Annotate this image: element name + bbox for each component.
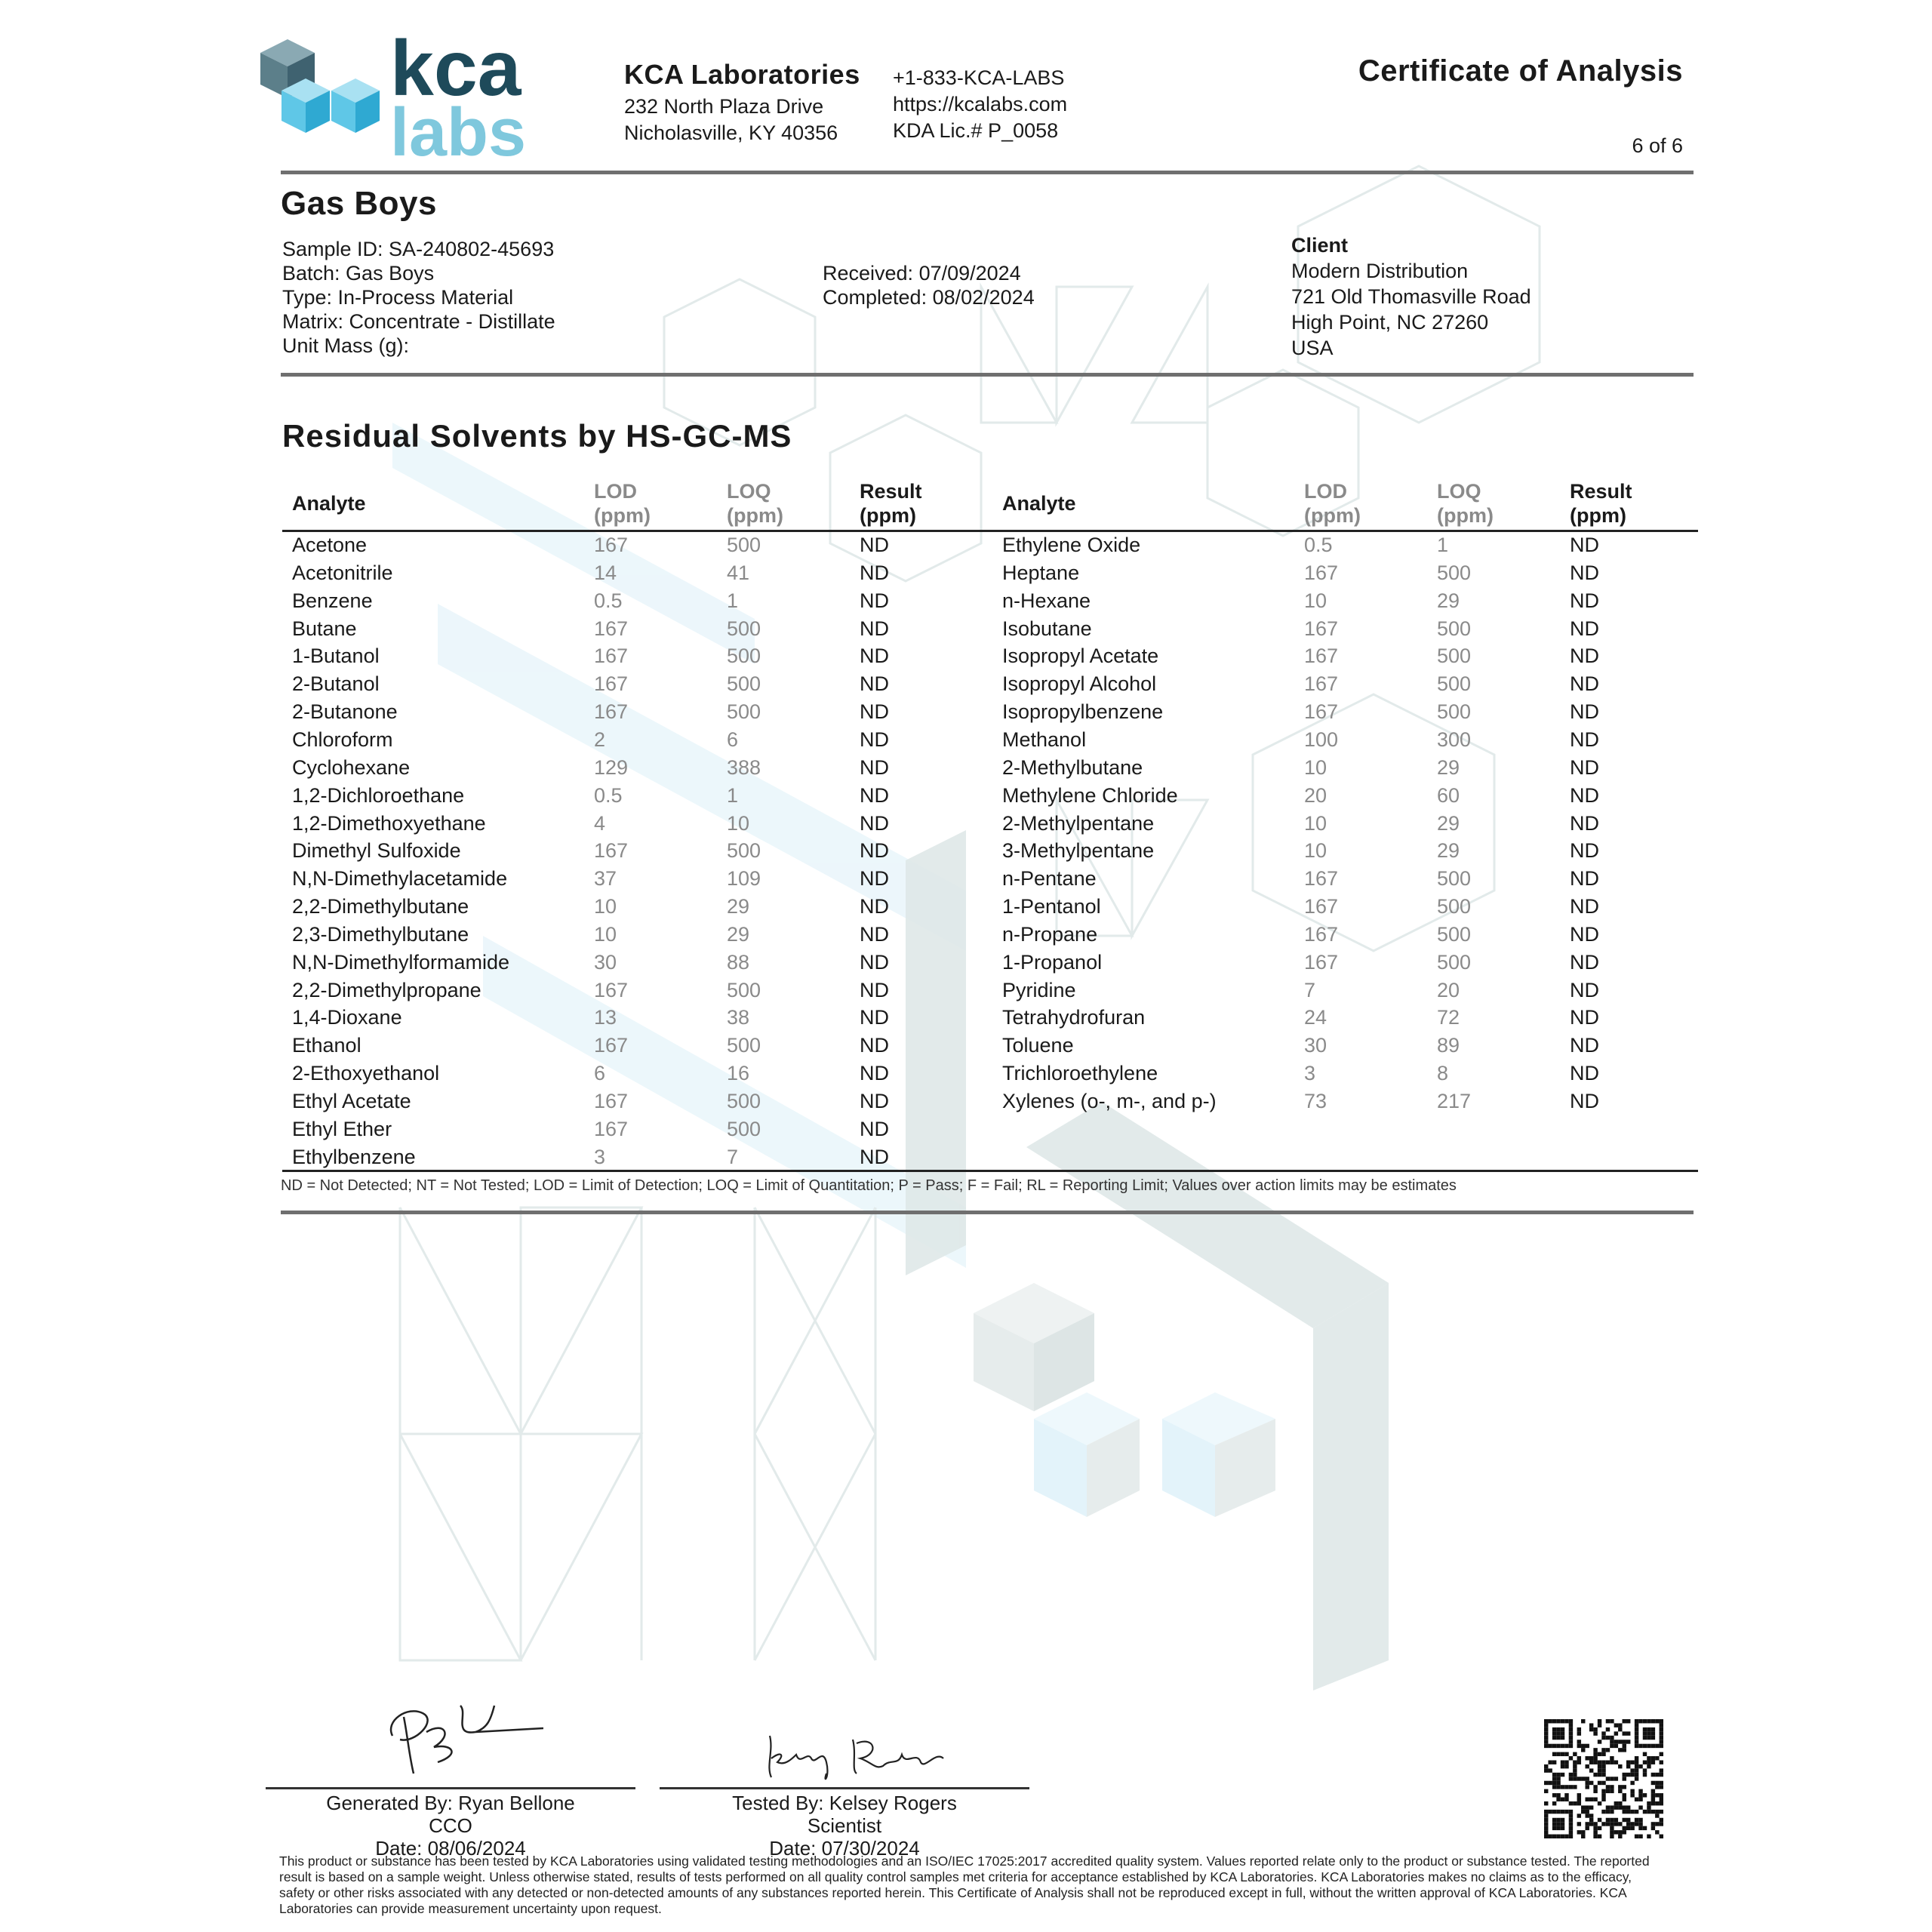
result-value: ND — [860, 589, 889, 612]
sample-divider — [281, 373, 1694, 377]
loq-value: 500 — [1437, 672, 1472, 695]
analyte-name: Ethylene Oxide — [1002, 534, 1141, 556]
analyte-name: Ethyl Ether — [292, 1118, 392, 1140]
loq-value: 88 — [727, 951, 750, 974]
legal-disclaimer: This product or substance has been tested by KCA Laboratories using validated testing methodologies and an ISO/IEC 17025:2017 accredited quality system. Values reported relate only to the product or substance tested. The reported result is based on a sample weight. Unless otherwise stated, results of tests performed on all quality control samples met criteria for acceptance established by KCA Laboratories. KCA Laboratories makes no claims as to the efficacy, safety or other risks associated with any detected or non-detected amounts of any substances reported herein. This Certificate of Analysis shall not be reproduced except in full, without the written approval of KCA Laboratories. KCA Laboratories can provide measurement uncertainty upon request. — [279, 1854, 1650, 1916]
result-value: ND — [1570, 1006, 1599, 1029]
result-value: ND — [1570, 728, 1599, 751]
result-value: ND — [860, 784, 889, 807]
analyte-name: 1,4-Dioxane — [292, 1006, 402, 1029]
loq-value: 20 — [1437, 979, 1460, 1001]
analyte-name: 2,2-Dimethylpropane — [292, 979, 481, 1001]
loq-value: 500 — [727, 979, 761, 1001]
loq-value: 500 — [1437, 561, 1472, 584]
cubes-logo-icon — [260, 39, 380, 133]
loq-value: 29 — [1437, 839, 1460, 862]
analyte-name: 2,3-Dimethylbutane — [292, 923, 469, 946]
result-value: ND — [860, 645, 889, 667]
loq-value: 500 — [727, 534, 761, 556]
header-lod-right — [1304, 479, 1361, 528]
lab-address-2: Nicholasville, KY 40356 — [624, 122, 838, 144]
analyte-name: Isobutane — [1002, 617, 1092, 640]
page-number: 6 of 6 — [1632, 134, 1683, 157]
analyte-name: 2,2-Dimethylbutane — [292, 895, 469, 918]
result-value: ND — [860, 700, 889, 723]
result-value: ND — [860, 728, 889, 751]
loq-value: 500 — [727, 645, 761, 667]
result-value: ND — [1570, 617, 1599, 640]
lab-website[interactable]: https://kcalabs.com — [893, 93, 1068, 115]
loq-value: 500 — [1437, 951, 1472, 974]
generated-by-signature — [362, 1690, 543, 1781]
kca-labs-logo — [260, 36, 577, 165]
result-value: ND — [860, 895, 889, 918]
loq-value: 500 — [1437, 867, 1472, 890]
analyte-name: N,N-Dimethylformamide — [292, 951, 510, 974]
qr-code-icon[interactable] — [1544, 1719, 1663, 1838]
loq-value: 60 — [1437, 784, 1460, 807]
lod-value: 167 — [594, 672, 629, 695]
loq-value: 10 — [727, 812, 750, 835]
result-value: ND — [860, 1034, 889, 1057]
lod-value: 167 — [1304, 867, 1339, 890]
product-name: Gas Boys — [281, 185, 437, 222]
lod-value: 167 — [1304, 700, 1339, 723]
lod-value: 6 — [594, 1062, 606, 1084]
loq-value: 500 — [727, 700, 761, 723]
lod-value: 167 — [594, 700, 629, 723]
result-value: ND — [1570, 951, 1599, 974]
loq-value: 388 — [727, 756, 761, 779]
analyte-name: 1-Pentanol — [1002, 895, 1101, 918]
lod-value: 30 — [594, 951, 617, 974]
generated-by-name: Generated By: Ryan Bellone — [326, 1792, 575, 1814]
document-title: Certificate of Analysis — [1358, 54, 1683, 88]
result-value: ND — [1570, 756, 1599, 779]
analyte-name: Toluene — [1002, 1034, 1074, 1057]
sample-dates — [823, 261, 1035, 309]
result-value: ND — [860, 867, 889, 890]
lod-value: 167 — [594, 1118, 629, 1140]
header-lod-label: LOD — [1304, 480, 1347, 503]
loq-value: 1 — [727, 784, 739, 807]
table-legend: ND = Not Detected; NT = Not Tested; LOD = Limit of Detection; LOQ = Limit of Quantitation; P = Pass; F = Fail; RL = Reporting Limit; Values over action limits may be estimates — [281, 1177, 1457, 1194]
lod-value: 7 — [1304, 979, 1316, 1001]
client-block — [1291, 232, 1531, 361]
loq-value: 72 — [1437, 1006, 1460, 1029]
loq-value: 7 — [727, 1146, 739, 1168]
lod-value: 167 — [1304, 645, 1339, 667]
analyte-name: Dimethyl Sulfoxide — [292, 839, 461, 862]
analyte-name: Ethyl Acetate — [292, 1090, 411, 1112]
analyte-name: Ethanol — [292, 1034, 361, 1057]
analyte-name: n-Hexane — [1002, 589, 1091, 612]
result-value: ND — [1570, 672, 1599, 695]
lod-value: 167 — [594, 839, 629, 862]
header-lod-unit: (ppm) — [1304, 504, 1361, 527]
tested-by-block — [660, 1792, 1029, 1860]
lod-value: 167 — [594, 617, 629, 640]
lod-value: 20 — [1304, 784, 1327, 807]
result-value: ND — [1570, 1034, 1599, 1057]
tested-by-date: Date: 07/30/2024 — [769, 1837, 920, 1860]
lab-contact — [893, 65, 1067, 144]
tested-signature-line — [660, 1787, 1029, 1789]
loq-value: 300 — [1437, 728, 1472, 751]
lod-value: 2 — [594, 728, 606, 751]
result-value: ND — [860, 951, 889, 974]
completed-date: Completed: 08/02/2024 — [823, 286, 1035, 309]
header-result-label: Result — [1570, 480, 1632, 503]
loq-value: 500 — [727, 1034, 761, 1057]
header-lod-left — [594, 479, 651, 528]
sample-matrix: Matrix: Concentrate - Distillate — [282, 310, 555, 333]
lod-value: 10 — [594, 923, 617, 946]
loq-value: 500 — [727, 1090, 761, 1112]
result-value: ND — [860, 534, 889, 556]
generated-by-date: Date: 08/06/2024 — [375, 1837, 526, 1860]
lod-value: 3 — [594, 1146, 606, 1168]
analyte-name: Methanol — [1002, 728, 1087, 751]
analyte-name: Cyclohexane — [292, 756, 411, 779]
loq-value: 6 — [727, 728, 739, 751]
analyte-name: 1-Butanol — [292, 645, 380, 667]
result-value: ND — [1570, 812, 1599, 835]
analyte-name: Ethylbenzene — [292, 1146, 416, 1168]
analyte-name: n-Propane — [1002, 923, 1098, 946]
header-loq-unit: (ppm) — [1437, 504, 1494, 527]
analyte-name: Isopropylbenzene — [1002, 700, 1164, 723]
lod-value: 129 — [594, 756, 629, 779]
lod-value: 4 — [594, 812, 606, 835]
analyte-name: n-Pentane — [1002, 867, 1097, 890]
generated-signature-line — [266, 1787, 635, 1789]
result-value: ND — [1570, 1062, 1599, 1084]
lod-value: 0.5 — [594, 589, 623, 612]
analyte-name: 2-Butanol — [292, 672, 380, 695]
analyte-name: Trichloroethylene — [1002, 1062, 1158, 1084]
tested-by-name: Tested By: Kelsey Rogers — [732, 1792, 957, 1814]
received-date: Received: 07/09/2024 — [823, 262, 1021, 285]
result-value: ND — [860, 617, 889, 640]
svg-text:kca: kca — [390, 36, 521, 112]
lod-value: 167 — [594, 979, 629, 1001]
lod-value: 10 — [594, 895, 617, 918]
header-loq-label: LOQ — [727, 480, 771, 503]
result-value: ND — [860, 672, 889, 695]
lod-value: 10 — [1304, 812, 1327, 835]
loq-value: 109 — [727, 867, 761, 890]
lod-value: 0.5 — [1304, 534, 1333, 556]
sample-unit-mass: Unit Mass (g): — [282, 334, 410, 357]
analyte-name: Xylenes (o-, m-, and p-) — [1002, 1090, 1217, 1112]
tested-by-role: Scientist — [807, 1814, 882, 1837]
analyte-name: 3-Methylpentane — [1002, 839, 1155, 862]
lab-info — [624, 59, 860, 146]
lod-value: 167 — [594, 1090, 629, 1112]
lab-phone: +1-833-KCA-LABS — [893, 66, 1065, 89]
lod-value: 24 — [1304, 1006, 1327, 1029]
loq-value: 500 — [727, 672, 761, 695]
loq-value: 29 — [1437, 812, 1460, 835]
result-value: ND — [1570, 839, 1599, 862]
result-value: ND — [860, 979, 889, 1001]
analyte-name: Acetonitrile — [292, 561, 393, 584]
tested-by-signature — [755, 1721, 951, 1789]
sample-type: Type: In-Process Material — [282, 286, 514, 309]
result-value: ND — [860, 561, 889, 584]
header-loq-unit: (ppm) — [727, 504, 783, 527]
header-result-right — [1570, 479, 1632, 528]
loq-value: 500 — [727, 1118, 761, 1140]
header-lod-label: LOD — [594, 480, 637, 503]
lod-value: 167 — [1304, 561, 1339, 584]
client-heading: Client — [1291, 234, 1349, 257]
analyte-name: Heptane — [1002, 561, 1080, 584]
result-value: ND — [1570, 867, 1599, 890]
result-value: ND — [1570, 1090, 1599, 1112]
lod-value: 167 — [594, 534, 629, 556]
analyte-name: 1-Propanol — [1002, 951, 1103, 974]
analyte-name: 2-Methylbutane — [1002, 756, 1143, 779]
loq-value: 29 — [1437, 756, 1460, 779]
loq-value: 16 — [727, 1062, 750, 1084]
analyte-name: Acetone — [292, 534, 368, 556]
result-value: ND — [1570, 895, 1599, 918]
analyte-name: 1,2-Dimethoxyethane — [292, 812, 486, 835]
lab-address-1: 232 North Plaza Drive — [624, 95, 824, 118]
lod-value: 3 — [1304, 1062, 1316, 1084]
loq-value: 89 — [1437, 1034, 1460, 1057]
analyte-name: 2-Methylpentane — [1002, 812, 1155, 835]
loq-value: 500 — [1437, 645, 1472, 667]
lod-value: 167 — [1304, 617, 1339, 640]
lod-value: 10 — [1304, 589, 1327, 612]
table-header-rule — [282, 530, 1698, 532]
result-value: ND — [1570, 561, 1599, 584]
loq-value: 29 — [1437, 589, 1460, 612]
sample-id: Sample ID: SA-240802-45693 — [282, 238, 555, 260]
lab-license: KDA Lic.# P_0058 — [893, 119, 1059, 142]
lod-value: 30 — [1304, 1034, 1327, 1057]
lod-value: 37 — [594, 867, 617, 890]
loq-value: 1 — [727, 589, 739, 612]
analyte-name: Tetrahydrofuran — [1002, 1006, 1146, 1029]
header-result-unit: (ppm) — [860, 504, 916, 527]
loq-value: 500 — [1437, 895, 1472, 918]
analyte-name: Pyridine — [1002, 979, 1076, 1001]
lod-value: 167 — [1304, 923, 1339, 946]
loq-value: 29 — [727, 923, 750, 946]
lod-value: 167 — [1304, 895, 1339, 918]
header-result-unit: (ppm) — [1570, 504, 1626, 527]
loq-value: 38 — [727, 1006, 750, 1029]
loq-value: 29 — [727, 895, 750, 918]
result-value: ND — [1570, 534, 1599, 556]
svg-text:labs: labs — [390, 95, 527, 165]
generated-by-role: CCO — [429, 1814, 472, 1837]
header-loq-right — [1437, 479, 1494, 528]
result-value: ND — [1570, 979, 1599, 1001]
header-result-label: Result — [860, 480, 922, 503]
result-value: ND — [1570, 700, 1599, 723]
result-value: ND — [860, 923, 889, 946]
header-result-left — [860, 479, 922, 528]
result-value: ND — [860, 756, 889, 779]
client-street: 721 Old Thomasville Road — [1291, 285, 1531, 308]
analyte-name: Benzene — [292, 589, 373, 612]
lab-name: KCA Laboratories — [624, 59, 860, 90]
loq-value: 500 — [727, 617, 761, 640]
analyte-name: 2-Ethoxyethanol — [292, 1062, 440, 1084]
result-value: ND — [860, 839, 889, 862]
lod-value: 10 — [1304, 839, 1327, 862]
lod-value: 10 — [1304, 756, 1327, 779]
lod-value: 13 — [594, 1006, 617, 1029]
loq-value: 1 — [1437, 534, 1449, 556]
lod-value: 167 — [1304, 951, 1339, 974]
loq-value: 500 — [727, 839, 761, 862]
sample-batch: Batch: Gas Boys — [282, 262, 435, 285]
analyte-name: 1,2-Dichloroethane — [292, 784, 465, 807]
analyte-name: Chloroform — [292, 728, 393, 751]
lod-value: 100 — [1304, 728, 1339, 751]
analyte-name: 2-Butanone — [292, 700, 398, 723]
header-divider — [281, 171, 1694, 174]
loq-value: 500 — [1437, 700, 1472, 723]
analyte-name: N,N-Dimethylacetamide — [292, 867, 508, 890]
result-value: ND — [1570, 589, 1599, 612]
header-lod-unit: (ppm) — [594, 504, 651, 527]
header-loq-label: LOQ — [1437, 480, 1481, 503]
client-city: High Point, NC 27260 — [1291, 311, 1489, 334]
analyte-name: Butane — [292, 617, 357, 640]
result-value: ND — [860, 812, 889, 835]
loq-value: 500 — [1437, 923, 1472, 946]
loq-value: 500 — [1437, 617, 1472, 640]
client-country: USA — [1291, 337, 1334, 359]
client-name: Modern Distribution — [1291, 260, 1469, 282]
analyte-name: Methylene Chloride — [1002, 784, 1178, 807]
result-value: ND — [860, 1062, 889, 1084]
header-analyte-right: Analyte — [1002, 492, 1076, 515]
result-value: ND — [1570, 645, 1599, 667]
result-value: ND — [860, 1118, 889, 1140]
result-value: ND — [1570, 923, 1599, 946]
lod-value: 167 — [594, 645, 629, 667]
lod-value: 167 — [1304, 672, 1339, 695]
loq-value: 217 — [1437, 1090, 1472, 1112]
table-bottom-divider — [281, 1211, 1694, 1214]
lod-value: 167 — [594, 1034, 629, 1057]
table-footer-rule — [282, 1170, 1698, 1172]
loq-value: 41 — [727, 561, 750, 584]
result-value: ND — [860, 1006, 889, 1029]
result-value: ND — [1570, 784, 1599, 807]
section-title: Residual Solvents by HS-GC-MS — [282, 418, 792, 454]
analyte-name: Isopropyl Acetate — [1002, 645, 1159, 667]
header-analyte-left: Analyte — [292, 492, 366, 515]
result-value: ND — [860, 1146, 889, 1168]
generated-by-block — [266, 1792, 635, 1860]
result-value: ND — [860, 1090, 889, 1112]
lod-value: 14 — [594, 561, 617, 584]
sample-details — [282, 237, 555, 358]
lod-value: 73 — [1304, 1090, 1327, 1112]
header-loq-left — [727, 479, 783, 528]
lod-value: 0.5 — [594, 784, 623, 807]
analyte-name: Isopropyl Alcohol — [1002, 672, 1157, 695]
loq-value: 8 — [1437, 1062, 1449, 1084]
